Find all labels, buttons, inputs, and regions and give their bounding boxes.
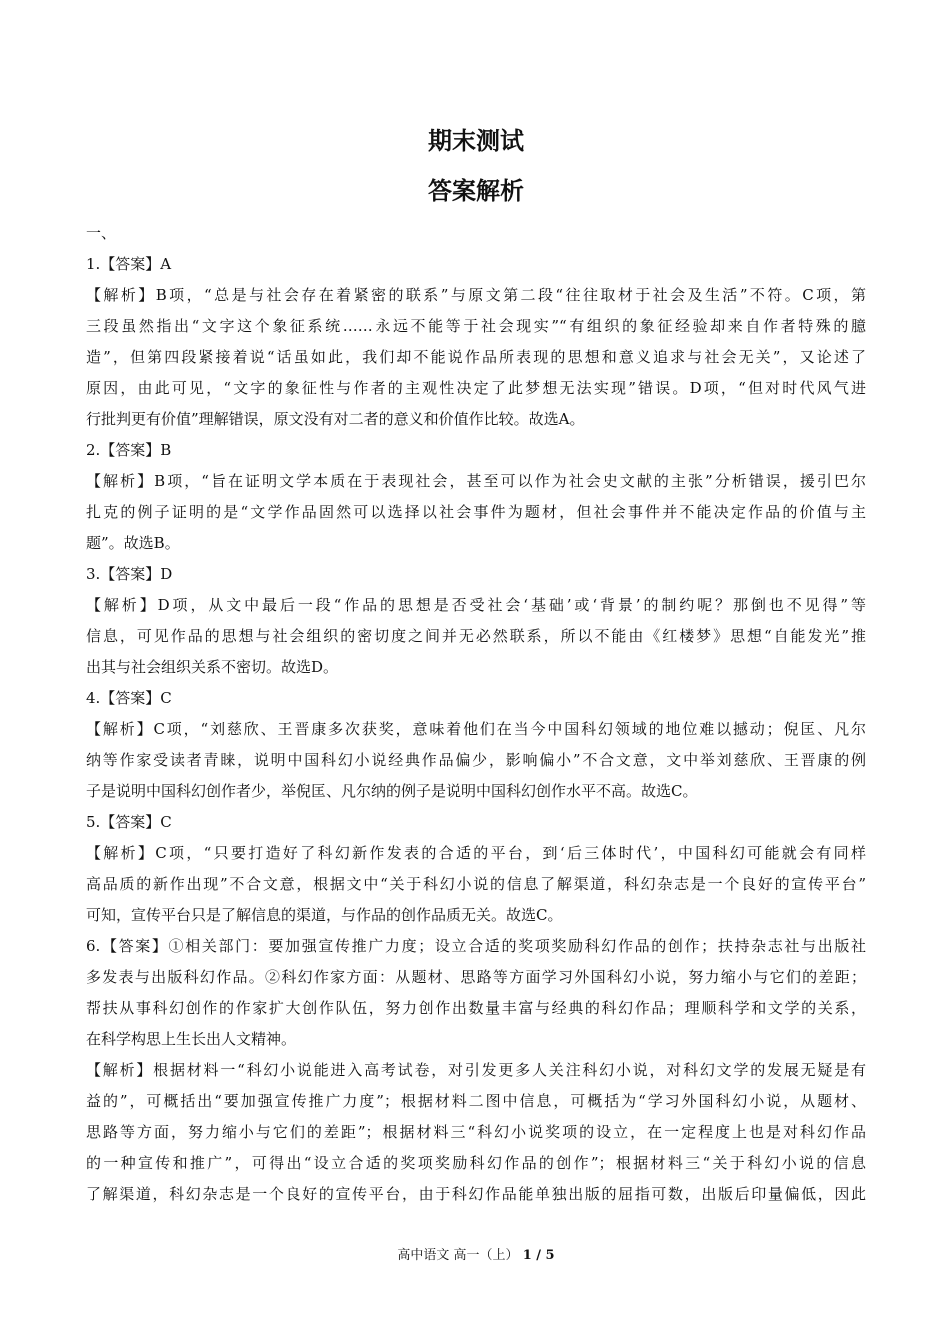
explanation-line: 三段虽然指出“文字这个象征系统……永远不能等于社会现实”“有组织的象征经验却来自作者特殊的臆	[86, 317, 866, 335]
explanation-line: 扎克的例子证明的是“文学作品固然可以选择以社会事件为题材，但社会事件并不能决定作品的价值与主	[86, 503, 866, 521]
document-body	[86, 218, 866, 1210]
explanation-line: 可知，宣传平台只是了解信息的渠道，与作品的创作品质无关。故选C。	[86, 906, 563, 924]
page-title: 期末测试	[428, 127, 524, 155]
answer-line: 4.【答案】C	[86, 689, 172, 707]
explanation-line: 思路等方面，努力缩小与它们的差距”；根据材料三“科幻小说奖项的设立，在一定程度上也是对科幻作品	[86, 1123, 866, 1141]
explanation-line: 原因，由此可见，“文字的象征性与作者的主观性决定了此梦想无法实现”错误。D项，“但对时代风气进	[86, 379, 866, 397]
section-heading: 一、	[86, 224, 117, 242]
explanation-line: 【解析】D项，从文中最后一段“作品的思想是否受社会‘基础’或‘背景’的制约呢？那倒也不见得”等	[86, 596, 866, 614]
explanation-line: 造”，但第四段紧接着说“话虽如此，我们却不能说作品所表现的思想和意义追求与社会无关”，又论述了	[86, 348, 866, 366]
explanation-line: 益的”，可概括出“要加强宣传推广力度”；根据材料二图中信息，可概括为“学习外国科幻小说，从题材、	[86, 1092, 866, 1110]
page-subtitle: 答案解析	[428, 177, 524, 205]
explanation-line: 信息，可见作品的思想与社会组织的密切度之间并无必然联系，所以不能由《红楼梦》思想“自能发光”推	[86, 627, 866, 645]
explanation-line: 【解析】C项，“刘慈欣、王晋康多次获奖，意味着他们在当今中国科幻领域的地位难以撼动；倪匡、凡尔	[86, 720, 866, 738]
explanation-line: 【解析】根据材料一“科幻小说能进入高考试卷，对引发更多人关注科幻小说，对科幻文学的发展无疑是有	[86, 1061, 866, 1079]
footer-label: 高中语文 高一（上）	[397, 1248, 519, 1263]
answer-line: 多发表与出版科幻作品。②科幻作家方面：从题材、思路等方面学习外国科幻小说，努力缩小与它们的差距；	[86, 968, 866, 986]
explanation-line: 【解析】B项，“旨在证明文学本质在于表现社会，甚至可以作为社会史文献的主张”分析错误，援引巴尔	[86, 472, 866, 490]
answer-line: 5.【答案】C	[86, 813, 172, 831]
explanation-line: 的一种宣传和推广”，可得出“设立合适的奖项奖励科幻作品的创作”；根据材料三“关于科幻小说的信息	[86, 1154, 866, 1172]
explanation-line: 题”。故选B。	[86, 534, 180, 552]
answer-line: 3.【答案】D	[86, 565, 173, 583]
page-number: 1 / 5	[522, 1248, 555, 1263]
answer-line: 6.【答案】①相关部门：要加强宣传推广力度；设立合适的奖项奖励科幻作品的创作；扶持杂志社与出版社	[86, 937, 866, 955]
answer-line: 1.【答案】A	[86, 255, 172, 273]
explanation-line: 了解渠道，科幻杂志是一个良好的宣传平台，由于科幻作品能单独出版的屈指可数，出版后印量偏低，因此	[86, 1185, 866, 1203]
answer-line: 帮扶从事科幻创作的作家扩大创作队伍，努力创作出数量丰富与经典的科幻作品；理顺科学和文学的关系，	[86, 999, 866, 1017]
explanation-line: 子是说明中国科幻创作者少，举倪匡、凡尔纳的例子是说明中国科幻创作水平不高。故选C。	[86, 782, 698, 800]
explanation-line: 出其与社会组织关系不密切。故选D。	[86, 658, 339, 676]
answer-line: 在科学构思上生长出人文精神。	[86, 1030, 297, 1048]
explanation-line: 【解析】C项，“只要打造好了科幻新作发表的合适的平台，到‘后三体时代’，中国科幻可能就会有同样	[86, 844, 866, 862]
explanation-line: 高品质的新作出现”不合文意，根据文中“关于科幻小说的信息了解渠道，科幻杂志是一个良好的宣传平台”	[86, 875, 866, 893]
explanation-line: 【解析】B项，“总是与社会存在着紧密的联系”与原文第二段“往往取材于社会及生活”不符。C项，第	[86, 286, 866, 304]
explanation-line: 行批判更有价值”理解错误，原文没有对二者的意义和价值作比较。故选A。	[86, 410, 585, 428]
explanation-line: 纳等作家受读者青睐，说明中国科幻小说经典作品偏少，影响偏小”不合文意，文中举刘慈欣、王晋康的例	[86, 751, 866, 769]
document-page	[86, 0, 866, 1344]
answer-line: 2.【答案】B	[86, 441, 172, 459]
page-footer	[86, 1247, 866, 1265]
